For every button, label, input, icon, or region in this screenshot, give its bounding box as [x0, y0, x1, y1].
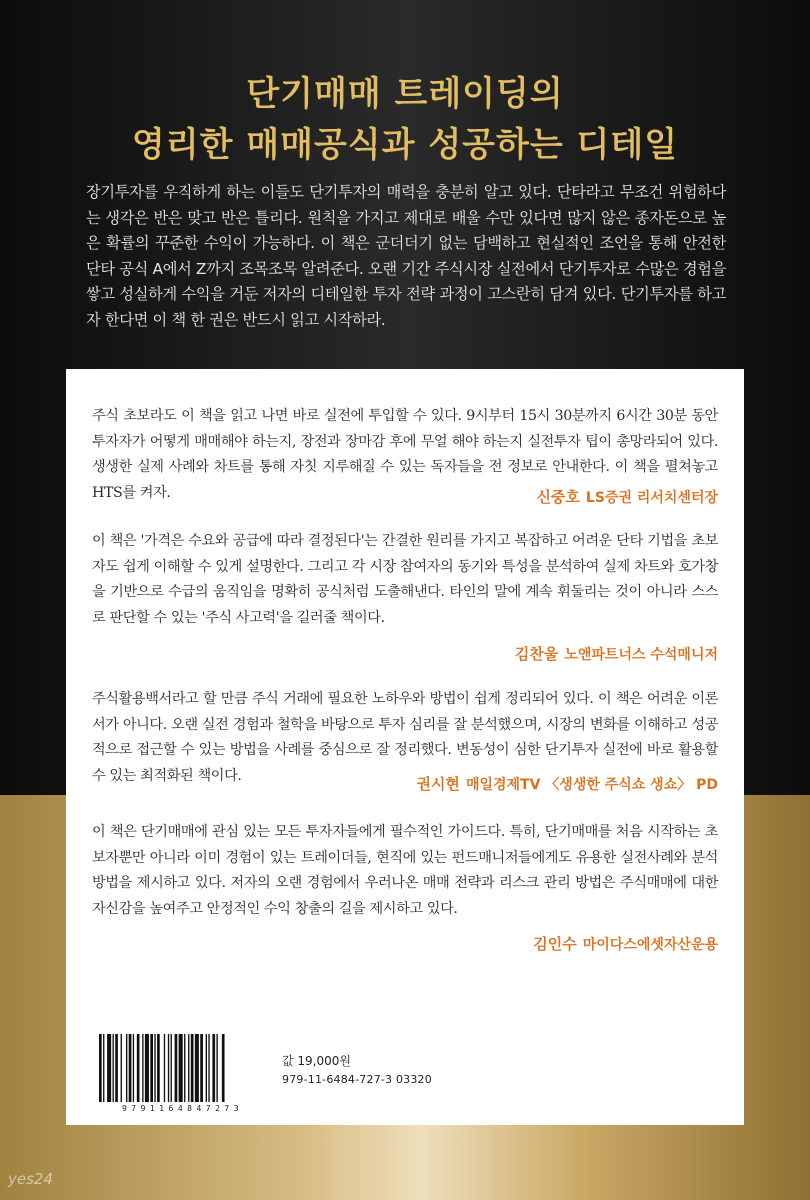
price-label: 값 19,000원	[282, 1054, 351, 1068]
barcode-bar	[103, 1034, 104, 1102]
barcode-bar	[113, 1034, 114, 1102]
reviewer-name: 권시현	[416, 775, 460, 793]
barcode-bar	[137, 1034, 140, 1102]
review-text: 주식 초보라도 이 책을 읽고 나면 바로 실전에 투입할 수 있다. 9시부터 15시 30분까지 6시간 30분 동안 투자자가 어떻게 매매해야 하는지, 장전과 장마감 후에 무얼 해야 하는지 실전투자 팁이 총망라되어 있다. 생생한 실제 사례와 차트를 통해 자칫 지루해질 수 있는 독자들을 전 정보로 안내한다. 이 책을 펼쳐놓고 HTS를 켜자.	[92, 408, 718, 501]
barcode-bar	[171, 1034, 172, 1102]
review-author	[536, 486, 718, 507]
watermark: yes24	[8, 1170, 54, 1188]
barcode-bar	[126, 1034, 127, 1102]
reviewer-name: 김인수	[533, 935, 577, 953]
isbn-number: 979-11-6484-727-3 03320	[282, 1073, 432, 1086]
barcode-bar	[195, 1034, 199, 1102]
barcode-bar	[99, 1034, 102, 1102]
barcode-bar	[206, 1034, 207, 1102]
reviewer-role: LS증권 리서치센터장	[585, 490, 718, 506]
headline-line-1: 단기매매 트레이딩의	[246, 74, 564, 114]
review-text: 이 책은 '가격은 수요와 공급에 따라 결정된다'는 간결한 원리를 가지고 복잡하고 어려운 단타 기법을 초보자도 쉽게 이해할 수 있게 설명한다. 그리고 각 시장 참여자의 동기와 특성을 분석하여 실제 차트와 호가창을 기반으로 수급의 움직임을 명확히 공식처럼 도출해낸다. 타인의 말에 계속 휘둘리는 것이 아니라 스스로 판단할 수 있는 '주식 사고력'을 길러줄 책이다.	[92, 533, 718, 626]
reviewer-name: 김찬울	[514, 645, 559, 663]
barcode-bar	[175, 1034, 178, 1102]
barcode-bar	[184, 1034, 185, 1102]
barcode-bar	[212, 1034, 215, 1102]
barcode-bar	[164, 1034, 165, 1102]
review-author	[533, 933, 718, 954]
barcode-bar	[179, 1034, 183, 1102]
headline-line-2: 영리한 매매공식과 성공하는 디테일	[131, 125, 679, 165]
barcode-bar	[191, 1034, 194, 1102]
barcode-bar	[142, 1034, 143, 1102]
barcode-bar	[216, 1034, 217, 1102]
review-text: 이 책은 단기매매에 관심 있는 모든 투자자들에게 필수적인 가이드다. 특히, 단기매매를 처음 시작하는 초보자뿐만 아니라 이미 경험이 있는 트레이더들, 현직에 있는 펀드매니저들에게도 유용한 실전사례와 분석방법을 제시하고 있다. 저자의 오랜 경험에서 우러나온 매매 전략과 리스크 관리 방법은 주식매매에 대한 자신감을 높여주고 안정적인 수익 창출의 길을 제시하고 있다.	[92, 824, 718, 917]
reviewer-role: 마이다스에셋자산운용	[582, 937, 718, 953]
barcode-bar	[121, 1034, 122, 1102]
barcode-bar	[188, 1034, 189, 1102]
review-author	[515, 643, 718, 664]
review-text: 주식활용백서라고 할 만큼 주식 거래에 필요한 노하우와 방법이 쉽게 정리되어 있다. 이 책은 어려운 이론서가 아니다. 오랜 실전 경험과 철학을 바탕으로 투자 심리를 잘 분석했으며, 시장의 변화를 이해하고 성공적으로 접근할 수 있는 방법을 사례를 중심으로 잘 정리했다. 변동성이 심한 단기투자 실전에 바로 활용할 수 있는 최적화된 책이다.	[92, 691, 718, 784]
barcode-bars	[95, 1032, 270, 1104]
barcode-bar	[157, 1034, 160, 1102]
barcode-bar	[129, 1034, 132, 1102]
barcode-bar	[154, 1034, 155, 1102]
review-author	[416, 773, 718, 794]
barcode-bar	[208, 1034, 209, 1102]
intro-paragraph: 장기투자를 우직하게 하는 이들도 단기투자의 매력을 충분히 알고 있다. 단타라고 무조건 위험하다는 생각은 반은 맞고 반은 틀리다. 원칙을 가지고 제대로 배울 수만 있다면 많지 않은 종자돈으로 높은 확률의 꾸준한 수익이 가능하다. 이 책은 군더더기 없는 담백하고 현실적인 조언을 통해 안전한 단타 공식 A에서 Z까지 조목조목 알려준다. 오랜 기간 주식시장 실전에서 단기투자로 수많은 경험을 쌓고 성실하게 수익을 거둔 저자의 디테일한 투자 전략 과정이 고스란히 담겨 있다. 단기투자를 하고자 한다면 이 책 한 권은 반드시 읽고 시작하라.	[86, 183, 726, 329]
barcode-bar	[145, 1034, 149, 1102]
barcode-bar	[115, 1034, 118, 1102]
barcode-bar	[107, 1034, 111, 1102]
barcode-bar	[150, 1034, 153, 1102]
barcode-bar	[200, 1034, 203, 1102]
reviewer-name: 신중호	[536, 488, 580, 506]
reviewer-role: 노앤파트너스 수석매니저	[564, 647, 718, 663]
barcode-digits: 9791164847273	[121, 1104, 244, 1113]
isbn-barcode	[95, 1032, 270, 1114]
barcode-bar	[168, 1034, 169, 1102]
reviewer-role: 매일경제TV 〈생생한 주식쇼 생쇼〉 PD	[465, 777, 718, 793]
barcode-bar	[133, 1034, 134, 1102]
barcode-bar	[222, 1034, 225, 1102]
